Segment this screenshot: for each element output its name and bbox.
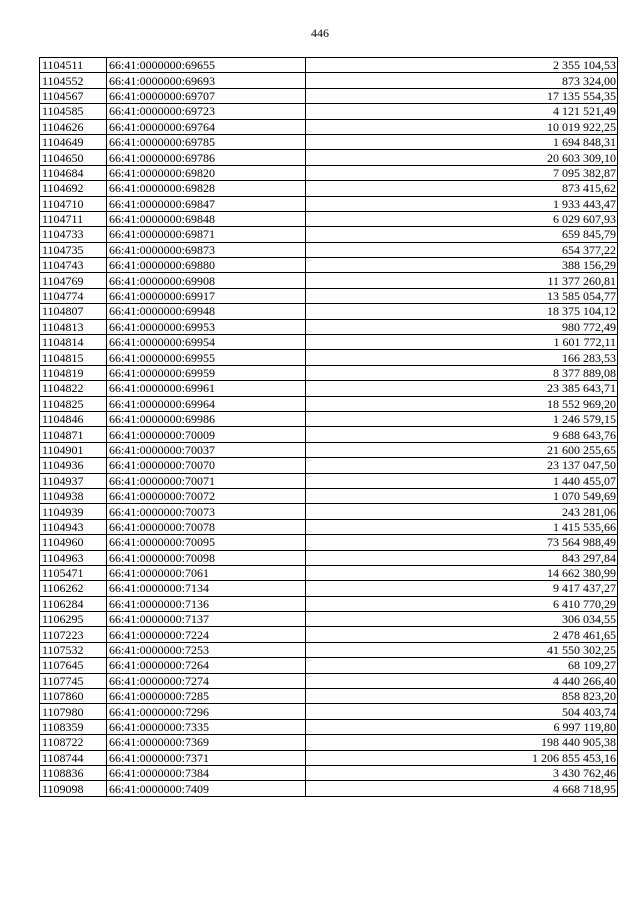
amount-cell: 388 156,29 — [306, 258, 618, 273]
cadastral-number-cell: 66:41:0000000:7274 — [107, 673, 306, 688]
table-row — [40, 335, 618, 350]
amount-cell: 8 377 889,08 — [306, 365, 618, 380]
table-row — [40, 565, 618, 580]
record-id-cell: 1104901 — [40, 442, 107, 457]
record-id-cell: 1104825 — [40, 396, 107, 411]
record-id-cell: 1107223 — [40, 627, 107, 642]
amount-cell: 6 410 770,29 — [306, 596, 618, 611]
table-row — [40, 165, 618, 180]
record-id-cell: 1104692 — [40, 181, 107, 196]
amount-cell: 13 585 054,77 — [306, 288, 618, 303]
record-id-cell: 1104813 — [40, 319, 107, 334]
record-id-cell: 1104943 — [40, 519, 107, 534]
record-id-cell: 1104649 — [40, 134, 107, 149]
amount-cell: 1 440 455,07 — [306, 473, 618, 488]
cadastral-number-cell: 66:41:0000000:7335 — [107, 719, 306, 734]
table-row — [40, 719, 618, 734]
amount-cell: 1 601 772,11 — [306, 335, 618, 350]
cadastral-number-cell: 66:41:0000000:69764 — [107, 119, 306, 134]
table-row — [40, 689, 618, 704]
cadastral-number-cell: 66:41:0000000:69707 — [107, 88, 306, 103]
amount-cell: 9 688 643,76 — [306, 427, 618, 442]
table-row — [40, 258, 618, 273]
record-id-cell: 1107532 — [40, 642, 107, 657]
cadastral-number-cell: 66:41:0000000:70078 — [107, 519, 306, 534]
table-row — [40, 735, 618, 750]
amount-cell: 18 552 969,20 — [306, 396, 618, 411]
amount-cell: 980 772,49 — [306, 319, 618, 334]
amount-cell: 858 823,20 — [306, 689, 618, 704]
table-row — [40, 196, 618, 211]
cadastral-number-cell: 66:41:0000000:7296 — [107, 704, 306, 719]
amount-cell: 10 019 922,25 — [306, 119, 618, 134]
table-row — [40, 104, 618, 119]
record-id-cell: 1104807 — [40, 304, 107, 319]
record-id-cell: 1106295 — [40, 612, 107, 627]
cadastral-number-cell: 66:41:0000000:69847 — [107, 196, 306, 211]
cadastral-number-cell: 66:41:0000000:69986 — [107, 411, 306, 426]
table-row — [40, 658, 618, 673]
table-row — [40, 642, 618, 657]
amount-cell: 6 029 607,93 — [306, 211, 618, 226]
table-row — [40, 535, 618, 550]
table-row — [40, 381, 618, 396]
amount-cell: 843 297,84 — [306, 550, 618, 565]
record-id-cell: 1108359 — [40, 719, 107, 734]
table-row — [40, 396, 618, 411]
amount-cell: 11 377 260,81 — [306, 273, 618, 288]
cadastral-number-cell: 66:41:0000000:69723 — [107, 104, 306, 119]
cadastral-number-cell: 66:41:0000000:70072 — [107, 488, 306, 503]
cadastral-number-cell: 66:41:0000000:69948 — [107, 304, 306, 319]
amount-cell: 4 440 266,40 — [306, 673, 618, 688]
table-row — [40, 627, 618, 642]
record-id-cell: 1104743 — [40, 258, 107, 273]
cadastral-number-cell: 66:41:0000000:7061 — [107, 565, 306, 580]
record-id-cell: 1104938 — [40, 488, 107, 503]
table-row — [40, 473, 618, 488]
table-row — [40, 350, 618, 365]
page-number: 446 — [311, 26, 329, 40]
cadastral-number-cell: 66:41:0000000:69828 — [107, 181, 306, 196]
table-row — [40, 596, 618, 611]
record-id-cell: 1104774 — [40, 288, 107, 303]
table-row — [40, 58, 618, 73]
amount-cell: 504 403,74 — [306, 704, 618, 719]
record-id-cell: 1107645 — [40, 658, 107, 673]
table-row — [40, 365, 618, 380]
record-id-cell: 1106284 — [40, 596, 107, 611]
record-id-cell: 1104710 — [40, 196, 107, 211]
cadastral-number-cell: 66:41:0000000:7264 — [107, 658, 306, 673]
record-id-cell: 1106262 — [40, 581, 107, 596]
table-row — [40, 134, 618, 149]
record-id-cell: 1104711 — [40, 211, 107, 226]
record-id-cell: 1104567 — [40, 88, 107, 103]
table-body — [40, 58, 618, 797]
amount-cell: 3 430 762,46 — [306, 765, 618, 780]
record-id-cell: 1108722 — [40, 735, 107, 750]
record-id-cell: 1104814 — [40, 335, 107, 350]
record-id-cell: 1109098 — [40, 781, 107, 796]
record-id-cell: 1108744 — [40, 750, 107, 765]
table-row — [40, 73, 618, 88]
cadastral-number-cell: 66:41:0000000:70071 — [107, 473, 306, 488]
table-row — [40, 427, 618, 442]
cadastral-number-cell: 66:41:0000000:69908 — [107, 273, 306, 288]
table-row — [40, 288, 618, 303]
table-row — [40, 181, 618, 196]
cadastral-number-cell: 66:41:0000000:69954 — [107, 335, 306, 350]
cadastral-number-cell: 66:41:0000000:69693 — [107, 73, 306, 88]
amount-cell: 1 694 848,31 — [306, 134, 618, 149]
amount-cell: 659 845,79 — [306, 227, 618, 242]
record-id-cell: 1104585 — [40, 104, 107, 119]
record-id-cell: 1104769 — [40, 273, 107, 288]
table-row — [40, 119, 618, 134]
cadastral-number-cell: 66:41:0000000:69785 — [107, 134, 306, 149]
amount-cell: 873 415,62 — [306, 181, 618, 196]
table-row — [40, 88, 618, 103]
cadastral-number-cell: 66:41:0000000:70009 — [107, 427, 306, 442]
record-id-cell: 1104626 — [40, 119, 107, 134]
cadastral-number-cell: 66:41:0000000:69873 — [107, 242, 306, 257]
table-row — [40, 319, 618, 334]
amount-cell: 6 997 119,80 — [306, 719, 618, 734]
amount-cell: 23 137 047,50 — [306, 458, 618, 473]
amount-cell: 20 603 309,10 — [306, 150, 618, 165]
amount-cell: 2 478 461,65 — [306, 627, 618, 642]
amount-cell: 23 385 643,71 — [306, 381, 618, 396]
cadastral-number-cell: 66:41:0000000:70070 — [107, 458, 306, 473]
cadastral-number-cell: 66:41:0000000:69871 — [107, 227, 306, 242]
cadastral-number-cell: 66:41:0000000:69964 — [107, 396, 306, 411]
cadastral-number-cell: 66:41:0000000:69959 — [107, 365, 306, 380]
cadastral-number-cell: 66:41:0000000:7134 — [107, 581, 306, 596]
amount-cell: 4 668 718,95 — [306, 781, 618, 796]
amount-cell: 4 121 521,49 — [306, 104, 618, 119]
amount-cell: 14 662 380,99 — [306, 565, 618, 580]
record-id-cell: 1104963 — [40, 550, 107, 565]
cadastral-number-cell: 66:41:0000000:69955 — [107, 350, 306, 365]
record-id-cell: 1104733 — [40, 227, 107, 242]
record-id-cell: 1104815 — [40, 350, 107, 365]
cadastral-number-cell: 66:41:0000000:7384 — [107, 765, 306, 780]
cadastral-number-cell: 66:41:0000000:69961 — [107, 381, 306, 396]
amount-cell: 41 550 302,25 — [306, 642, 618, 657]
amount-cell: 2 355 104,53 — [306, 58, 618, 73]
table-row — [40, 304, 618, 319]
amount-cell: 873 324,00 — [306, 73, 618, 88]
record-id-cell: 1104511 — [40, 58, 107, 73]
amount-cell: 1 206 855 453,16 — [306, 750, 618, 765]
cadastral-number-cell: 66:41:0000000:69820 — [107, 165, 306, 180]
record-id-cell: 1104819 — [40, 365, 107, 380]
table-row — [40, 781, 618, 796]
record-id-cell: 1104937 — [40, 473, 107, 488]
cadastral-number-cell: 66:41:0000000:69880 — [107, 258, 306, 273]
amount-cell: 21 600 255,65 — [306, 442, 618, 457]
record-id-cell: 1104939 — [40, 504, 107, 519]
amount-cell: 1 415 535,66 — [306, 519, 618, 534]
table-row — [40, 273, 618, 288]
amount-cell: 18 375 104,12 — [306, 304, 618, 319]
table-row — [40, 227, 618, 242]
cadastral-number-cell: 66:41:0000000:69655 — [107, 58, 306, 73]
table-row — [40, 211, 618, 226]
amount-cell: 1 933 443,47 — [306, 196, 618, 211]
table-row — [40, 411, 618, 426]
cadastral-number-cell: 66:41:0000000:7285 — [107, 689, 306, 704]
table-row — [40, 550, 618, 565]
cadastral-number-cell: 66:41:0000000:69848 — [107, 211, 306, 226]
cadastral-number-cell: 66:41:0000000:7253 — [107, 642, 306, 657]
table-row — [40, 242, 618, 257]
table-row — [40, 504, 618, 519]
cadastral-number-cell: 66:41:0000000:69953 — [107, 319, 306, 334]
cadastral-number-cell: 66:41:0000000:7136 — [107, 596, 306, 611]
amount-cell: 306 034,55 — [306, 612, 618, 627]
record-id-cell: 1104552 — [40, 73, 107, 88]
record-id-cell: 1104936 — [40, 458, 107, 473]
record-id-cell: 1108836 — [40, 765, 107, 780]
record-id-cell: 1104960 — [40, 535, 107, 550]
record-id-cell: 1104650 — [40, 150, 107, 165]
record-id-cell: 1104822 — [40, 381, 107, 396]
table-row — [40, 750, 618, 765]
table-row — [40, 458, 618, 473]
cadastral-number-cell: 66:41:0000000:7224 — [107, 627, 306, 642]
cadastral-number-cell: 66:41:0000000:69786 — [107, 150, 306, 165]
record-id-cell: 1107980 — [40, 704, 107, 719]
table-row — [40, 673, 618, 688]
table-row — [40, 581, 618, 596]
table-row — [40, 150, 618, 165]
cadastral-number-cell: 66:41:0000000:7369 — [107, 735, 306, 750]
table-row — [40, 765, 618, 780]
amount-cell: 68 109,27 — [306, 658, 618, 673]
amount-cell: 243 281,06 — [306, 504, 618, 519]
table-row — [40, 442, 618, 457]
data-table — [39, 57, 618, 797]
amount-cell: 198 440 905,38 — [306, 735, 618, 750]
record-id-cell: 1107860 — [40, 689, 107, 704]
record-id-cell: 1105471 — [40, 565, 107, 580]
cadastral-number-cell: 66:41:0000000:70095 — [107, 535, 306, 550]
table-row — [40, 519, 618, 534]
amount-cell: 7 095 382,87 — [306, 165, 618, 180]
record-id-cell: 1107745 — [40, 673, 107, 688]
cadastral-number-cell: 66:41:0000000:70098 — [107, 550, 306, 565]
amount-cell: 1 246 579,15 — [306, 411, 618, 426]
table-row — [40, 488, 618, 503]
cadastral-number-cell: 66:41:0000000:70037 — [107, 442, 306, 457]
record-id-cell: 1104735 — [40, 242, 107, 257]
record-id-cell: 1104684 — [40, 165, 107, 180]
amount-cell: 17 135 554,35 — [306, 88, 618, 103]
cadastral-number-cell: 66:41:0000000:69917 — [107, 288, 306, 303]
amount-cell: 73 564 988,49 — [306, 535, 618, 550]
table-row — [40, 704, 618, 719]
cadastral-number-cell: 66:41:0000000:70073 — [107, 504, 306, 519]
amount-cell: 166 283,53 — [306, 350, 618, 365]
record-id-cell: 1104846 — [40, 411, 107, 426]
amount-cell: 1 070 549,69 — [306, 488, 618, 503]
cadastral-number-cell: 66:41:0000000:7371 — [107, 750, 306, 765]
table-row — [40, 612, 618, 627]
amount-cell: 654 377,22 — [306, 242, 618, 257]
cadastral-number-cell: 66:41:0000000:7137 — [107, 612, 306, 627]
record-id-cell: 1104871 — [40, 427, 107, 442]
amount-cell: 9 417 437,27 — [306, 581, 618, 596]
cadastral-number-cell: 66:41:0000000:7409 — [107, 781, 306, 796]
